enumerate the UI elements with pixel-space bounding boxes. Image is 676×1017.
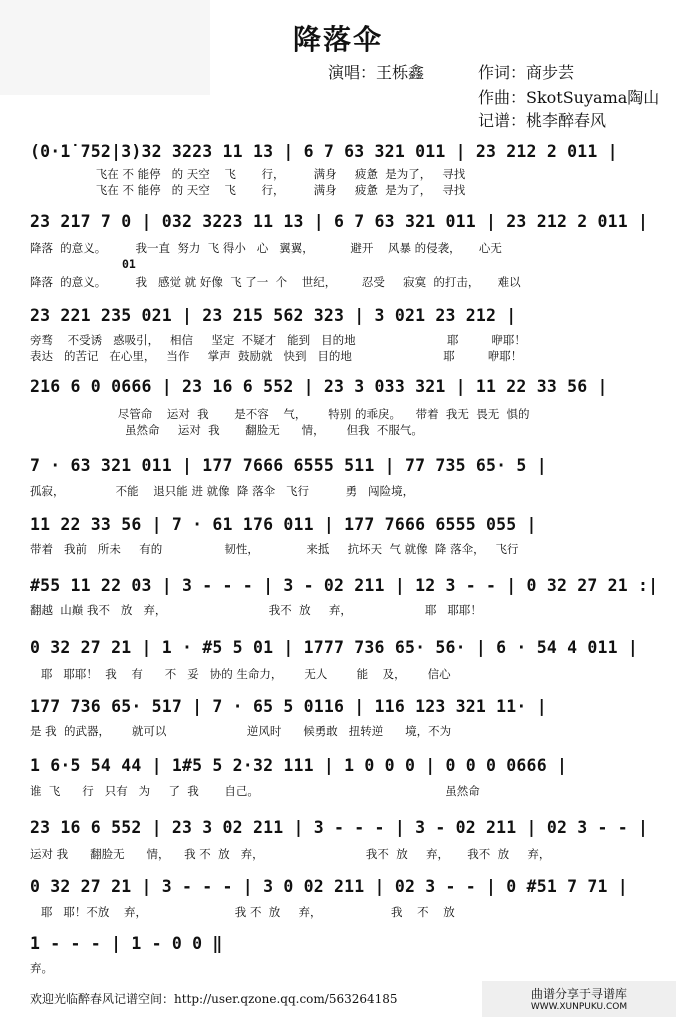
lyric-line-1: 旁骛 不受诱 惑吸引， 相信 坚定 不疑才 能到 目的地 耶 咿耶！	[30, 333, 526, 347]
notation-line: 23 221 235 021 | 23 215 562 323 | 3 021 23 212 |	[30, 306, 517, 325]
singer-credit: 演唱：王栎鑫	[328, 63, 425, 82]
notation-line: 1 - - - | 1 - 0 0 ‖	[30, 934, 223, 953]
lyricist-credit: 作词：商步芸	[478, 63, 575, 82]
transcriber-credit: 记谱：桃李醉春风	[478, 111, 607, 130]
lyric-line-2: 虽然命 运对 我 翻脸无 情， 但我 不服气。	[30, 423, 423, 437]
watermark-url: WWW.XUNPUKU.COM	[530, 1002, 628, 1012]
song-title: 降落伞	[292, 23, 383, 56]
welcome-footer: 欢迎光临醉春风记谱空间：http://user.qzone.qq.com/563264185	[30, 992, 398, 1006]
notation-line: 1 6·5 54 44 | 1#5 5 2·32 111 | 1 0 0 0 | 0 0 0 0666 |	[30, 756, 568, 775]
notation-line: 177 736 65· 517 | 7 · 65 5 0116 | 116 123 321 11· |	[30, 697, 547, 716]
lyric-line-1: 谁 飞 行 只有 为 了 我 自己。 虽然命	[30, 784, 480, 798]
notation-line: 0 32 27 21 | 3 - - - | 3 0 02 211 | 02 3 - - | 0 #51 7 71 |	[30, 877, 628, 896]
lyric-line-2: 飞在 不 能停 的 天空 飞 行， 满身 疲惫 是为了， 寻找	[30, 183, 466, 197]
notation-line: 0 32 27 21 | 1 · #5 5 01 | 1777 736 65· 56· | 6 · 54 4 011 |	[30, 638, 639, 657]
lyric-line-1: 飞在 不 能停 的 天空 飞 行， 满身 疲惫 是为了， 寻找	[30, 167, 466, 181]
watermark-title: 曲谱分享于寻谱库	[530, 987, 627, 1001]
lyric-line-1: 孤寂， 不能 退只能 进 就像 降 落伞 飞行 勇 闯险境，	[30, 484, 415, 498]
notation-line: 11 22 33 56 | 7 · 61 176 011 | 177 7666 6555 055 |	[30, 515, 537, 534]
lyric-line-1: 是 我 的武器， 就可以 逆风时 候勇敢 扭转逆 境，不为	[30, 724, 452, 738]
lyric-line-1: 运对 我 翻脸无 情， 我 不 放 弃， 我不 放 弃， 我不 放 弃，	[30, 847, 551, 861]
notation-line: 216 6 0 0666 | 23 16 6 552 | 23 3 033 321 | 11 22 33 56 |	[30, 377, 608, 396]
notation-line: #55 11 22 03 | 3 - - - | 3 - 02 211 | 12 3 - - | 0 32 27 21 :|	[30, 576, 659, 595]
lyric-line-1: 带着 我前 所未 有的 韧性， 来抵 抗坏天 气 就像 降 落伞， 飞行	[30, 542, 519, 556]
lyric-line-1: 耶 耶！不放 弃， 我 不 放 弃， 我 不 放	[30, 905, 455, 919]
notation-line: 23 16 6 552 | 23 3 02 211 | 3 - - - | 3 - 02 211 | 02 3 - - |	[30, 818, 649, 837]
lyric-line-1: 耶 耶耶！ 我 有 不 妥 协的 生命力， 无人 能 及， 信心	[30, 667, 451, 681]
composer-credit: 作曲：SkotSuyama陶山	[478, 88, 660, 107]
notation-line: (0·1̇ 752|3)32 3223 11 13 | 6 7 63 321 011 | 23 212 2 011 |	[30, 142, 618, 161]
lyric-line-1: 翻越 山巅 我不 放 弃， 我不 放 弃， 耶 耶耶！	[30, 603, 482, 617]
lyric-line-1: 弃。	[30, 961, 53, 975]
lyric-line-1: 尽管命 运对 我 是不容 气， 特别 的乖戾。 带着 我无 畏无 惧的	[30, 407, 530, 421]
lyric-line-2: 降落 的意义。 我 感觉 就 好像 飞 了一 个 世纪， 忍受 寂寞 的打击， 难以	[30, 275, 521, 289]
site-watermark	[482, 981, 676, 1017]
extra-notes: 01	[122, 257, 136, 271]
notation-line: 7 · 63 321 011 | 177 7666 6555 511 | 77 735 65· 5 |	[30, 456, 547, 475]
notation-line: 23 217 7 0 | 032 3223 11 13 | 6 7 63 321 011 | 23 212 2 011 |	[30, 212, 649, 231]
lyric-line-2: 表达 的苦记 在心里， 当作 掌声 鼓励就 快到 目的地 耶 咿耶！	[30, 349, 523, 363]
lyric-line-1: 降落 的意义。 我一直 努力 飞 得小 心 翼翼， 避开 风暴 的侵袭， 心无	[30, 241, 502, 255]
